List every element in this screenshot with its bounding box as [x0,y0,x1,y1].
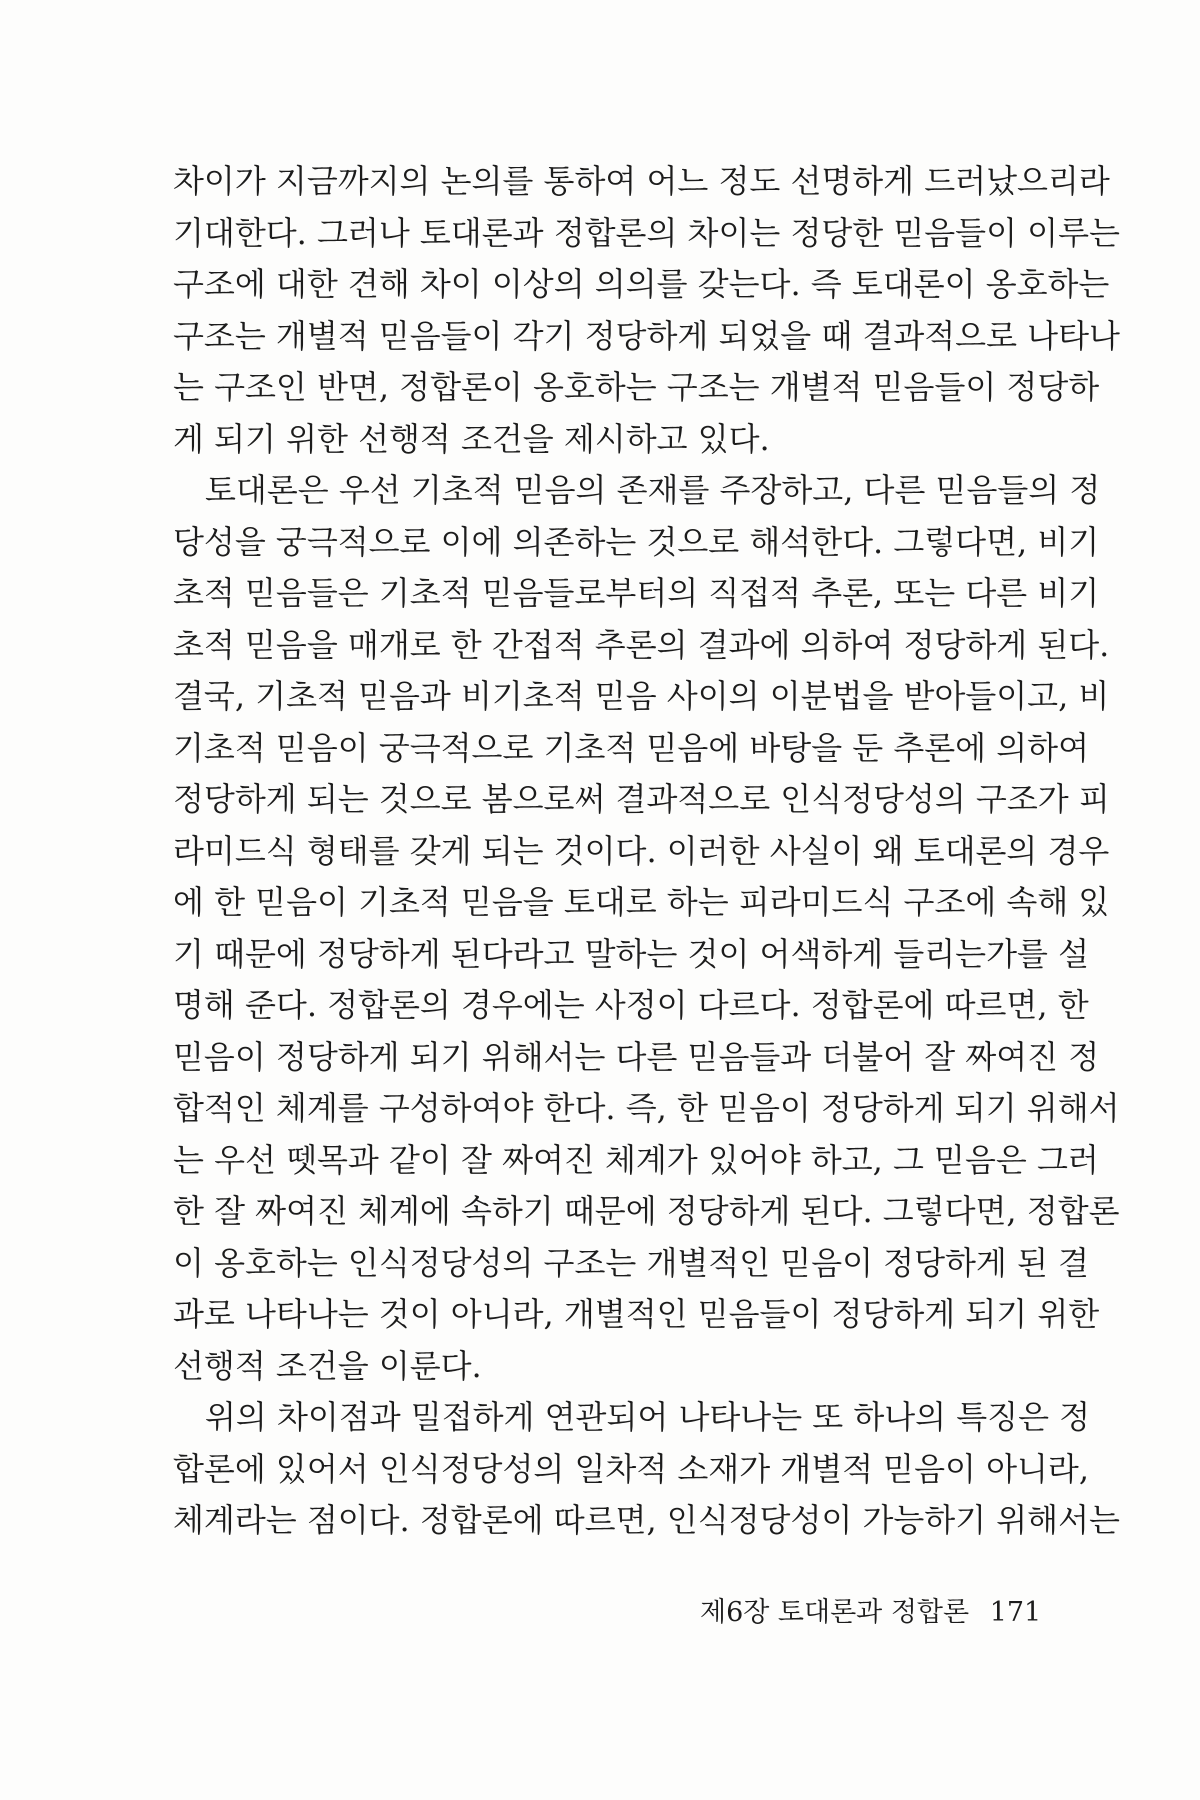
text-line: 믿음이 정당하게 되기 위해서는 다른 믿음들과 더불어 잘 짜여진 정 [173,1037,1100,1076]
text-line: 기초적 믿음이 궁극적으로 기초적 믿음에 바탕을 둔 추론에 의하여 [173,728,1090,767]
text-line: 합론에 있어서 인식정당성의 일차적 소재가 개별적 믿음이 아니라, [173,1449,1090,1488]
text-line: 선행적 조건을 이룬다. [173,1346,482,1385]
text-line: 토대론은 우선 기초적 믿음의 존재를 주장하고, 다른 믿음들의 정 [205,471,1101,509]
text-line: 는 우선 뗏목과 같이 잘 짜여진 체계가 있어야 하고, 그 믿음은 그러 [173,1140,1099,1179]
page-footer [700,1590,1041,1629]
text-line: 기 때문에 정당하게 된다라고 말하는 것이 어색하게 들리는가를 설 [173,934,1090,973]
text-line: 차이가 지금까지의 논의를 통하여 어느 정도 선명하게 드러났으리라 [173,162,1110,200]
text-line: 과로 나타나는 것이 아니라, 개별적인 믿음들이 정당하게 되기 위한 [173,1295,1100,1333]
text-line: 구조에 대한 견해 차이 이상의 의의를 갖는다. 즉 토대론이 옹호하는 [173,265,1110,303]
text-line: 초적 믿음을 매개로 한 간접적 추론의 결과에 의하여 정당하게 된다. [173,625,1110,664]
text-line: 한 잘 짜여진 체계에 속하기 때문에 정당하게 된다. 그렇다면, 정합론 [173,1192,1120,1230]
page-number: 171 [989,1597,1042,1628]
text-line: 체계라는 점이다. 정합론에 따르면, 인식정당성이 가능하기 위해서는 [173,1501,1120,1539]
text-line: 기대한다. 그러나 토대론과 정합론의 차이는 정당한 믿음들이 이루는 [173,213,1120,252]
text-line: 에 한 믿음이 기초적 믿음을 토대로 하는 피라미드식 구조에 속해 있 [173,883,1110,921]
chapter-title: 제6장 토대론과 정합론 [700,1597,970,1628]
text-line: 라미드식 형태를 갖게 되는 것이다. 이러한 사실이 왜 토대론의 경우 [173,831,1110,870]
body-text [173,156,1120,1547]
text-line: 정당하게 되는 것으로 봄으로써 결과적으로 인식정당성의 구조가 피 [173,780,1110,818]
text-line: 게 되기 위한 선행적 조건을 제시하고 있다. [173,419,770,458]
text-line: 당성을 궁극적으로 이에 의존하는 것으로 해석한다. 그렇다면, 비기 [173,522,1100,561]
text-line: 합적인 체계를 구성하여야 한다. 즉, 한 믿음이 정당하게 되기 위해서 [173,1089,1120,1127]
text-line: 구조는 개별적 믿음들이 각기 정당하게 되었을 때 결과적으로 나타나 [173,316,1120,355]
text-line: 초적 믿음들은 기초적 믿음들로부터의 직접적 추론, 또는 다른 비기 [173,574,1100,612]
text-line: 결국, 기초적 믿음과 비기초적 믿음 사이의 이분법을 받아들이고, 비 [173,677,1110,715]
text-line: 는 구조인 반면, 정합론이 옹호하는 구조는 개별적 믿음들이 정당하 [173,368,1100,406]
text-line: 위의 차이점과 밀접하게 연관되어 나타나는 또 하나의 특징은 정 [205,1398,1091,1436]
text-line: 명해 준다. 정합론의 경우에는 사정이 다르다. 정합론에 따르면, 한 [173,986,1089,1024]
text-line: 이 옹호하는 인식정당성의 구조는 개별적인 믿음이 정당하게 된 결 [173,1243,1090,1282]
